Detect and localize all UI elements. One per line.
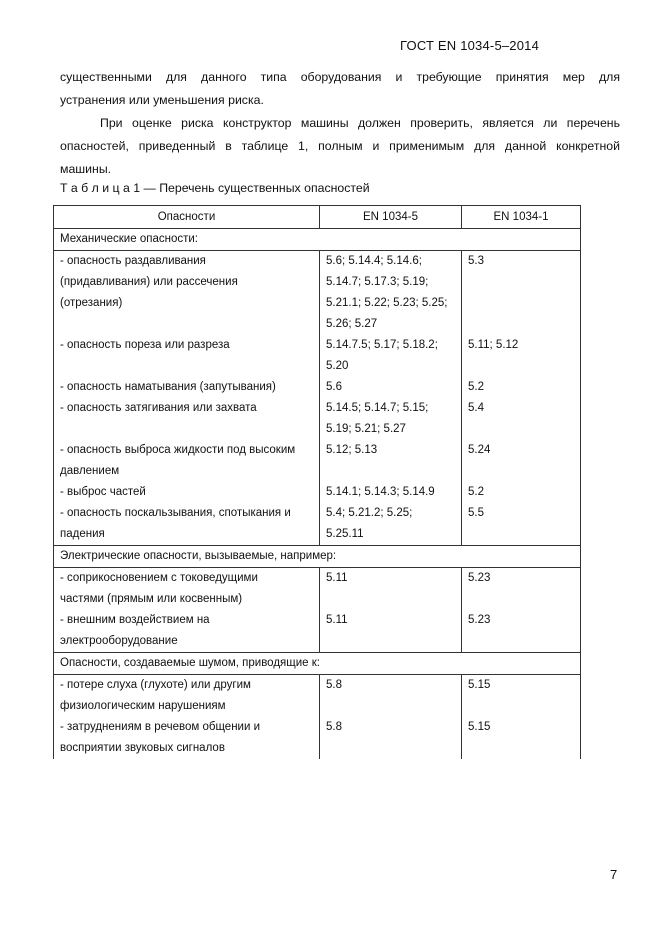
cell-line: 5.11 — [326, 572, 348, 584]
document-code: ГОСТ EN 1034-5–2014 — [400, 38, 540, 53]
en1034-1-cell — [462, 610, 581, 653]
en1034-5-cell — [320, 482, 462, 503]
cell-line: - потере слуха (глухоте) или другим — [60, 679, 251, 691]
column-header-hazards: Опасности — [54, 206, 320, 229]
paragraph-line: машины. — [60, 162, 112, 176]
cell-line: 5.6 — [326, 381, 342, 393]
en1034-1-cell — [462, 503, 581, 546]
en1034-1-cell — [462, 440, 581, 482]
table-row — [54, 251, 581, 336]
paragraph-1 — [60, 66, 620, 112]
en1034-1-cell — [462, 482, 581, 503]
cell-line: - опасность наматывания (запутывания) — [60, 381, 276, 393]
hazard-cell — [54, 675, 320, 718]
cell-line: - опасность поскальзывания, спотыкания и — [60, 507, 291, 519]
cell-line: 5.4; 5.21.2; 5.25; — [326, 507, 413, 519]
cell-line: частями (прямым или косвенным) — [60, 593, 243, 605]
hazard-cell — [54, 335, 320, 377]
column-header-en1034-5: EN 1034-5 — [320, 206, 462, 229]
cell-line: 5.19; 5.21; 5.27 — [326, 423, 406, 435]
cell-line: (отрезания) — [60, 297, 123, 309]
hazard-cell — [54, 482, 320, 503]
en1034-5-cell — [320, 398, 462, 440]
cell-line: 5.14.1; 5.14.3; 5.14.9 — [326, 486, 435, 498]
hazard-cell — [54, 377, 320, 398]
cell-line: - опасность пореза или разреза — [60, 339, 230, 351]
en1034-1-cell — [462, 377, 581, 398]
table-header-row — [54, 206, 581, 229]
hazard-cell — [54, 440, 320, 482]
hazard-cell — [54, 398, 320, 440]
cell-line: 5.6; 5.14.4; 5.14.6; — [326, 255, 422, 267]
en1034-5-cell — [320, 440, 462, 482]
hazards-table — [53, 205, 581, 759]
cell-line: давлением — [60, 465, 120, 477]
column-header-en1034-1: EN 1034-1 — [462, 206, 581, 229]
cell-line: физиологическим нарушениям — [60, 700, 226, 712]
cell-line: 5.23 — [468, 572, 491, 584]
section-title: Опасности, создаваемые шумом, приводящие к: — [54, 653, 581, 675]
en1034-1-cell — [462, 675, 581, 718]
en1034-1-cell — [462, 251, 581, 336]
section-title: Механические опасности: — [54, 229, 581, 251]
cell-line — [60, 356, 313, 377]
cell-line: падения — [60, 528, 105, 540]
cell-line: - соприкосновением с токоведущими — [60, 572, 258, 584]
paragraph-line: существенными для данного типа оборудования и требующие принятия мер для — [60, 70, 620, 84]
table-row — [54, 398, 581, 440]
cell-line: 5.2 — [468, 486, 484, 498]
table-row — [54, 377, 581, 398]
cell-line: - опасность раздавливания — [60, 255, 206, 267]
cell-line: электрооборудование — [60, 635, 178, 647]
en1034-1-cell — [462, 398, 581, 440]
section-row — [54, 229, 581, 251]
hazard-cell — [54, 251, 320, 336]
cell-line — [60, 419, 313, 440]
cell-line — [60, 314, 313, 335]
section-title: Электрические опасности, вызываемые, например: — [54, 546, 581, 568]
cell-line: 5.23 — [468, 614, 491, 626]
cell-line: 5.8 — [326, 721, 342, 733]
cell-line: 5.8 — [326, 679, 342, 691]
paragraph-line: опасностей, приведенный в таблице 1, полным и применимым для данной конкретной — [60, 139, 620, 153]
cell-line: 5.20 — [326, 360, 349, 372]
cell-line: 5.11 — [326, 614, 348, 626]
cell-line: 5.11; 5.12 — [468, 339, 519, 351]
cell-line: 5.26; 5.27 — [326, 318, 378, 330]
section-row — [54, 653, 581, 675]
cell-line: - выброс частей — [60, 486, 146, 498]
table-caption: Т а б л и ц а 1 — Перечень существенных опасностей — [60, 181, 370, 195]
cell-line: 5.15 — [468, 721, 491, 733]
hazard-cell — [54, 503, 320, 546]
cell-line: 5.14.5; 5.14.7; 5.15; — [326, 402, 429, 414]
cell-line: 5.25.11 — [326, 528, 364, 540]
en1034-5-cell — [320, 503, 462, 546]
table-row — [54, 335, 581, 377]
en1034-5-cell — [320, 377, 462, 398]
table-row — [54, 717, 581, 759]
table-row — [54, 503, 581, 546]
page-number: 7 — [610, 867, 618, 882]
hazard-cell — [54, 717, 320, 759]
en1034-5-cell — [320, 251, 462, 336]
cell-line: 5.15 — [468, 679, 491, 691]
paragraph-line: устранения или уменьшения риска. — [60, 93, 264, 107]
table-body — [54, 229, 581, 760]
cell-line: 5.24 — [468, 444, 491, 456]
cell-line: (придавливания) или рассечения — [60, 276, 238, 288]
cell-line: - затруднениям в речевом общении и — [60, 721, 261, 733]
table-row — [54, 440, 581, 482]
cell-line: - внешним воздействием на — [60, 614, 210, 626]
en1034-1-cell — [462, 335, 581, 377]
paragraph-line: При оценке риска конструктор машины должен проверить, является ли перечень — [100, 116, 620, 130]
en1034-5-cell — [320, 335, 462, 377]
cell-line: - опасность выброса жидкости под высоким — [60, 444, 296, 456]
section-row — [54, 546, 581, 568]
en1034-1-cell — [462, 568, 581, 611]
hazard-cell — [54, 610, 320, 653]
paragraph-2 — [60, 112, 620, 181]
en1034-5-cell — [320, 675, 462, 718]
cell-line: 5.21.1; 5.22; 5.23; 5.25; — [326, 297, 448, 309]
cell-line: - опасность затягивания или захвата — [60, 402, 257, 414]
hazard-cell — [54, 568, 320, 611]
cell-line: 5.14.7.5; 5.17; 5.18.2; — [326, 339, 438, 351]
cell-line: восприятии звуковых сигналов — [60, 742, 225, 754]
en1034-5-cell — [320, 568, 462, 611]
table-row — [54, 568, 581, 611]
table-row — [54, 482, 581, 503]
table-row — [54, 610, 581, 653]
table-row — [54, 675, 581, 718]
cell-line: 5.2 — [468, 381, 484, 393]
cell-line: 5.5 — [468, 507, 484, 519]
cell-line: 5.14.7; 5.17.3; 5.19; — [326, 276, 429, 288]
en1034-1-cell — [462, 717, 581, 759]
cell-line: 5.12; 5.13 — [326, 444, 378, 456]
cell-line: 5.3 — [468, 255, 484, 267]
en1034-5-cell — [320, 610, 462, 653]
cell-line: 5.4 — [468, 402, 484, 414]
en1034-5-cell — [320, 717, 462, 759]
